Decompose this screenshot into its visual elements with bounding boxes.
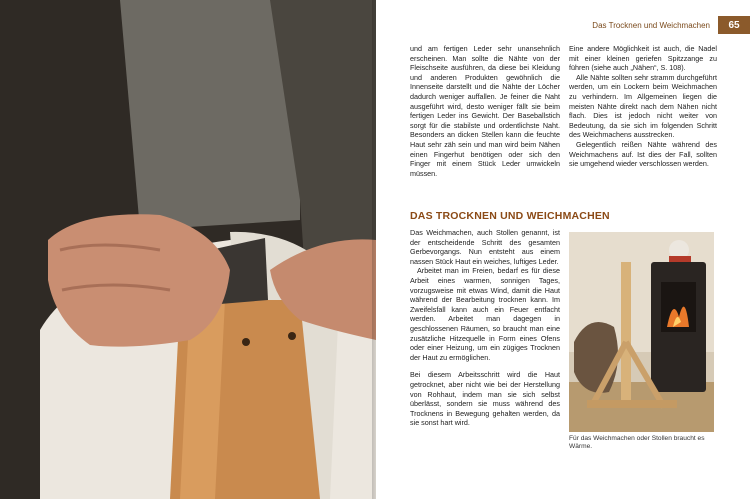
- left-text-column: [410, 44, 560, 178]
- paragraph: Alle Nähte sollten sehr stramm durchgeführt werden, um ein Lockern beim Weichmachen zu verhindern. Im Allgemeinen liegen die meisten Nähte direkt nach dem Nähen nicht flach. Dies ist jedoch nicht weiter von Bedeutung, da sie sich im folgenden Schritt des Weichmachens ausstrecken.: [569, 72, 717, 140]
- page-number: 65: [718, 16, 750, 34]
- stove-and-staking-frame-photo: [569, 232, 714, 432]
- text-page: [376, 0, 750, 499]
- running-head-title: Das Trocknen und Weichmachen: [592, 20, 710, 30]
- paragraph: Eine andere Möglichkeit ist auch, die Nadel mit einer kleinen geriefen Spitzzange zu führen (siehe auch „Nähen“, S. 108).: [569, 44, 717, 73]
- running-head: [592, 16, 750, 34]
- paragraph: Gelegentlich reißen Nähte während des Weichmachens auf. Ist dies der Fall, sollten sie umgehend wieder verschlossen werden.: [569, 139, 717, 169]
- paragraph: Bei diesem Arbeitsschritt wird die Haut getrocknet, aber nicht wie bei der Herstellung von Rohhaut, indem man sie sich selbst überlässt, sondern sie muss während des Trocknens in Bewegung gehalten werden, da sie sonst hart wird.: [410, 370, 560, 428]
- paragraph: Arbeitet man im Freien, bedarf es für diese Arbeit eines warmen, sonnigen Tages, vorzugsweise mit etwas Wind, damit die Haut während der Bearbeitung trocknen kann. Im Zweifelsfall kann auch ein Feuer entfacht werden. Arbeitet man dagegen in geschlossenen Räumen, so braucht man eine zusätzliche Hitzequelle in Form eines Ofens oder einer Heizung, um ein zügiges Trocknen der Haut zu ermöglichen.: [410, 266, 560, 362]
- section-heading: DAS TROCKNEN UND WEICHMACHEN: [410, 210, 610, 222]
- figure-caption: Für das Weichmachen oder Stollen braucht es Wärme.: [569, 435, 705, 451]
- paragraph: und am fertigen Leder sehr unansehnlich erscheinen. Man sollte die Nähte von der Fleischseite ausführen, da diese bei Kleidung und anderen Produkten gewöhnlich die Innenseite darstellt und die Nähte der Löcher dadurch weniger auffallen. Je feiner die Naht ausgeführt wird, desto weniger fällt sie beim fertigen Leder ins Gewicht. Der Baseballstich sorgt für die stabilste und ordentlichste Naht. Besonders an dicken Stellen kann die feuchte Haut sehr zäh sein und man wird beim Nähen einen Fingerhut benötigen oder sich den Finger mit einem Stück Leder umwickeln müssen.: [410, 44, 560, 178]
- section-body-column: [410, 228, 560, 428]
- paragraph: Das Weichmachen, auch Stollen genannt, ist der entscheidende Schritt des gesamten Gerbevorgangs. Nun entsteht aus einem nassen Stück Haut ein weiches, luftiges Leder.: [410, 228, 560, 266]
- right-text-column: [569, 44, 717, 169]
